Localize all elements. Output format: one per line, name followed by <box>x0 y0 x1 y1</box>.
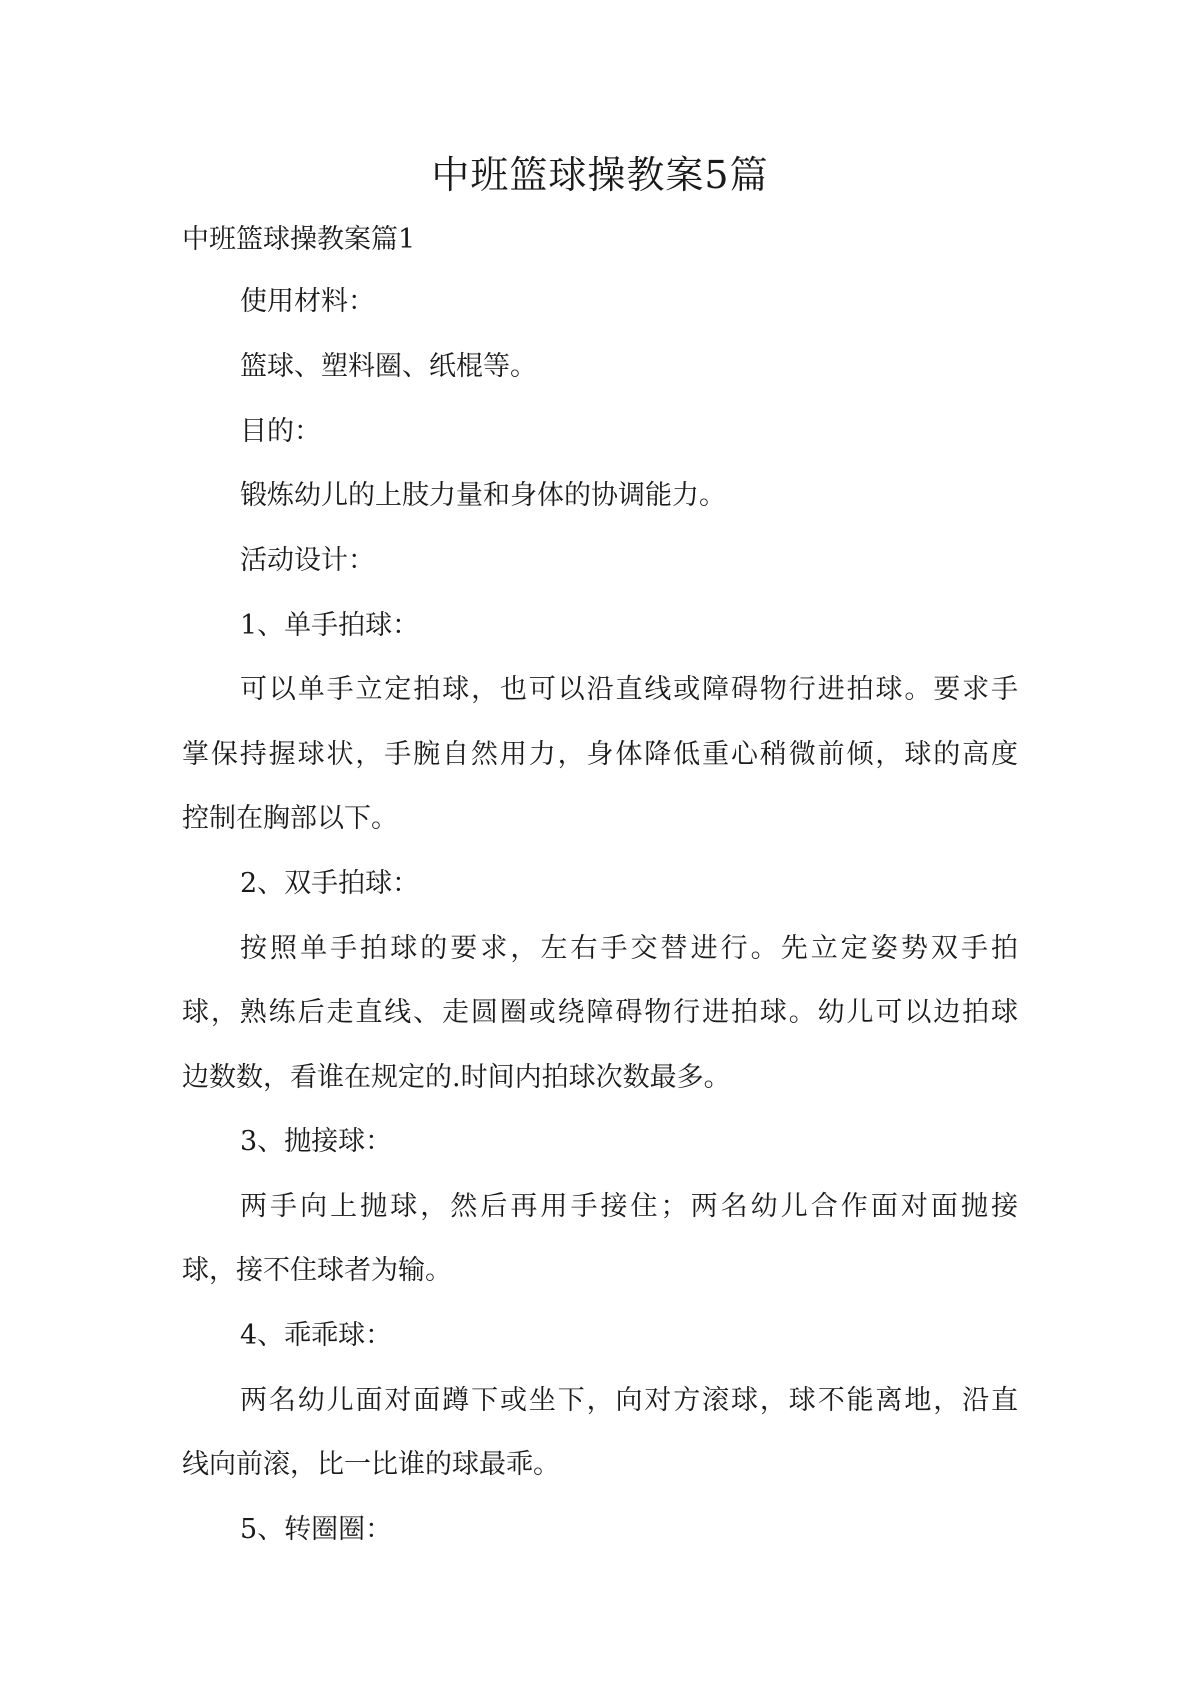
materials-text: 篮球、塑料圈、纸棍等。 <box>240 351 537 382</box>
item-3-paragraph-line-2: 球，接不住球者为输。 <box>182 1255 452 1286</box>
item-2-heading: 2、双手拍球： <box>240 868 420 899</box>
label-activity-design: 活动设计： <box>240 545 375 576</box>
item-1-paragraph-line-1: 可以单手立定拍球，也可以沿直线或障碍物行进拍球。要求手 <box>240 674 1018 705</box>
item-3-paragraph-line-1: 两手向上抛球，然后再用手接住；两名幼儿合作面对面抛接 <box>240 1191 1018 1222</box>
label-materials: 使用材料： <box>240 286 375 317</box>
item-2-paragraph-line-3: 边数数，看谁在规定的.时间内拍球次数最多。 <box>182 1062 731 1093</box>
item-4-heading: 4、乖乖球： <box>240 1320 393 1351</box>
label-purpose: 目的： <box>240 416 321 447</box>
purpose-text: 锻炼幼儿的上肢力量和身体的协调能力。 <box>240 480 726 511</box>
item-1-paragraph-line-3: 控制在胸部以下。 <box>182 803 398 834</box>
item-3-heading: 3、抛接球： <box>240 1126 393 1157</box>
item-1-paragraph-line-2: 掌保持握球状，手腕自然用力，身体降低重心稍微前倾，球的高度 <box>182 739 1018 770</box>
item-5-heading: 5、转圈圈： <box>240 1514 393 1545</box>
item-1-heading: 1、单手拍球： <box>240 610 420 641</box>
document-title: 中班篮球操教案5篇 <box>431 153 769 197</box>
item-4-paragraph-line-2: 线向前滚，比一比谁的球最乖。 <box>182 1449 560 1480</box>
item-4-paragraph-line-1: 两名幼儿面对面蹲下或坐下，向对方滚球，球不能离地，沿直 <box>240 1385 1018 1416</box>
section-heading: 中班篮球操教案篇1 <box>182 224 416 255</box>
item-2-paragraph-line-1: 按照单手拍球的要求，左右手交替进行。先立定姿势双手拍 <box>240 933 1018 964</box>
item-2-paragraph-line-2: 球，熟练后走直线、走圆圈或绕障碍物行进拍球。幼儿可以边拍球 <box>182 997 1018 1028</box>
